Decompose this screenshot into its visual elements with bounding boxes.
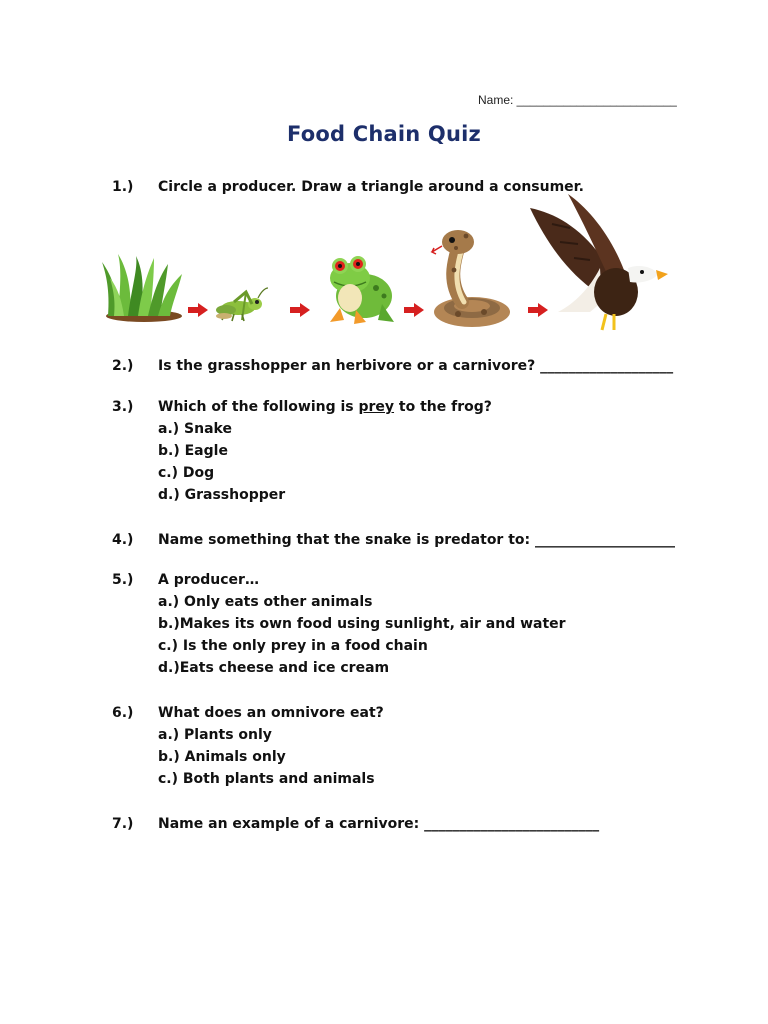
- question-2-text: Is the grasshopper an herbivore or a carnivore? ___________________: [158, 358, 674, 374]
- question-5-option-c[interactable]: c.) Is the only prey in a food chain: [158, 638, 428, 654]
- question-3-number: 3.): [112, 399, 134, 415]
- question-2-number: 2.): [112, 358, 134, 374]
- frog-image[interactable]: [320, 252, 400, 326]
- question-3-option-a[interactable]: a.) Snake: [158, 421, 232, 437]
- grasshopper-image[interactable]: [212, 288, 270, 324]
- question-3-option-c[interactable]: c.) Dog: [158, 465, 215, 481]
- underlined-word-prey: prey: [358, 399, 395, 415]
- arrow-right-icon: [188, 303, 208, 317]
- question-7-number: 7.): [112, 816, 134, 832]
- question-6-option-a[interactable]: a.) Plants only: [158, 727, 272, 743]
- arrow-right-icon: [290, 303, 310, 317]
- question-3-text: Which of the following is prey to the frog?: [158, 399, 492, 415]
- question-6-number: 6.): [112, 705, 134, 721]
- question-5-option-a[interactable]: a.) Only eats other animals: [158, 594, 373, 610]
- grass-image[interactable]: [98, 250, 190, 326]
- arrow-right-icon: [404, 303, 424, 317]
- name-field[interactable]: Name: ________________________: [478, 93, 677, 107]
- question-1-number: 1.): [112, 179, 134, 195]
- snake-image[interactable]: [428, 222, 516, 330]
- question-4-text: Name something that the snake is predator to: ____________________: [158, 532, 675, 548]
- eagle-image[interactable]: [530, 194, 670, 332]
- question-5-option-b[interactable]: b.)Makes its own food using sunlight, air and water: [158, 616, 566, 632]
- question-7-text: Name an example of a carnivore: _________________________: [158, 816, 600, 832]
- question-6-text: What does an omnivore eat?: [158, 705, 384, 721]
- question-5-number: 5.): [112, 572, 134, 588]
- question-5-option-d[interactable]: d.)Eats cheese and ice cream: [158, 660, 390, 676]
- question-1-text: Circle a producer. Draw a triangle around a consumer.: [158, 179, 584, 195]
- question-4-number: 4.): [112, 532, 134, 548]
- page-title: Food Chain Quiz: [287, 122, 481, 146]
- question-3-option-b[interactable]: b.) Eagle: [158, 443, 228, 459]
- question-5-text: A producer…: [158, 572, 259, 588]
- question-6-option-b[interactable]: b.) Animals only: [158, 749, 286, 765]
- question-3-option-d[interactable]: d.) Grasshopper: [158, 487, 286, 503]
- question-6-option-c[interactable]: c.) Both plants and animals: [158, 771, 375, 787]
